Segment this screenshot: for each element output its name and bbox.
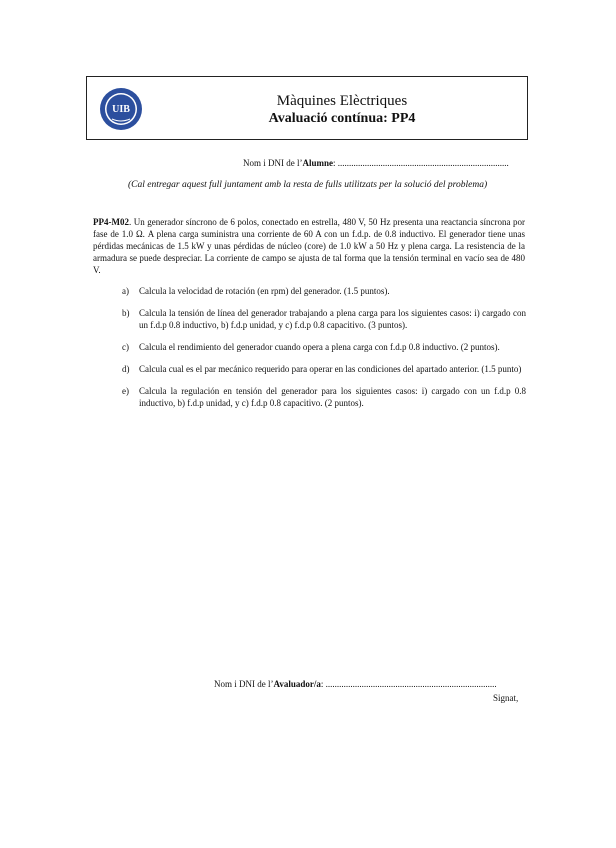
question-text: Calcula el rendimiento del generador cuando opera a plena carga con f.d.p 0.8 inductivo. (2 puntos). bbox=[139, 342, 500, 352]
signature-label: Signat, bbox=[493, 693, 519, 703]
question-text: Calcula la regulación en tensión del generador para los siguientes casos: i) cargado con un f.d.p 0.8 inductivo, b) f.d.p unidad, y c) f.d.p 0.8 capacitivo. (2 puntos). bbox=[139, 386, 526, 408]
evaluator-prefix: Nom i DNI de l’ bbox=[214, 679, 274, 689]
question-letter: c) bbox=[122, 342, 129, 352]
problem-code: PP4-M02 bbox=[93, 217, 129, 227]
question-item bbox=[122, 341, 526, 353]
question-item bbox=[122, 307, 526, 331]
evaluator-dots: : ............................................................................ bbox=[320, 679, 497, 689]
student-label: Alumne bbox=[302, 158, 334, 168]
document-title: Màquines Elèctriques bbox=[276, 93, 408, 109]
header-box bbox=[86, 76, 528, 140]
question-item bbox=[122, 363, 526, 375]
student-prefix: Nom i DNI de l’ bbox=[243, 158, 303, 168]
question-letter: e) bbox=[122, 386, 129, 396]
uib-logo-icon bbox=[99, 87, 143, 131]
question-item bbox=[122, 385, 526, 409]
student-name-line bbox=[243, 158, 509, 168]
question-list bbox=[122, 285, 526, 419]
question-item bbox=[122, 285, 526, 297]
logo-text: UIB bbox=[112, 104, 130, 115]
question-letter: d) bbox=[122, 364, 130, 374]
submission-note: (Cal entregar aquest full juntament amb la resta de fulls utilitzats per la solució del problema) bbox=[128, 180, 488, 190]
student-dots: : ............................................................................ bbox=[333, 158, 509, 168]
question-text: Calcula la tensión de línea del generador trabajando a plena carga para los siguientes casos: i) cargado con un f.d.p 0.8 inductivo, b) f.d.p unidad, y c) f.d.p 0.8 capacitivo. (3 puntos). bbox=[139, 308, 526, 330]
question-letter: a) bbox=[122, 286, 129, 296]
problem-statement bbox=[93, 216, 525, 276]
evaluator-label: Avaluador/a bbox=[273, 679, 321, 689]
question-letter: b) bbox=[122, 308, 130, 318]
document-subtitle: Avaluació contínua: PP4 bbox=[268, 111, 416, 126]
title-block bbox=[237, 93, 447, 127]
problem-text: . Un generador síncrono de 6 polos, conectado en estrella, 480 V, 50 Hz presenta una reactancia síncrona por fase de 1.0 Ω. A plena carga suministra una corriente de 60 A con un f.d.p. de 0.8 inductivo. El generador tiene unas pérdidas mecánicas de 1.5 kW y unas pérdidas de núcleo (core) de 1.0 kW a 50 Hz y plena carga. La resistencia de la armadura se puede despreciar. La corriente de campo se ajusta de tal forma que la tensión terminal en vacío sea de 480 V. bbox=[93, 217, 525, 275]
question-text: Calcula la velocidad de rotación (en rpm) del generador. (1.5 puntos). bbox=[139, 286, 390, 296]
question-text: Calcula cual es el par mecánico requerido para operar en las condiciones del apartado anterior. (1.5 punto) bbox=[139, 364, 522, 374]
evaluator-name-line bbox=[214, 679, 497, 689]
